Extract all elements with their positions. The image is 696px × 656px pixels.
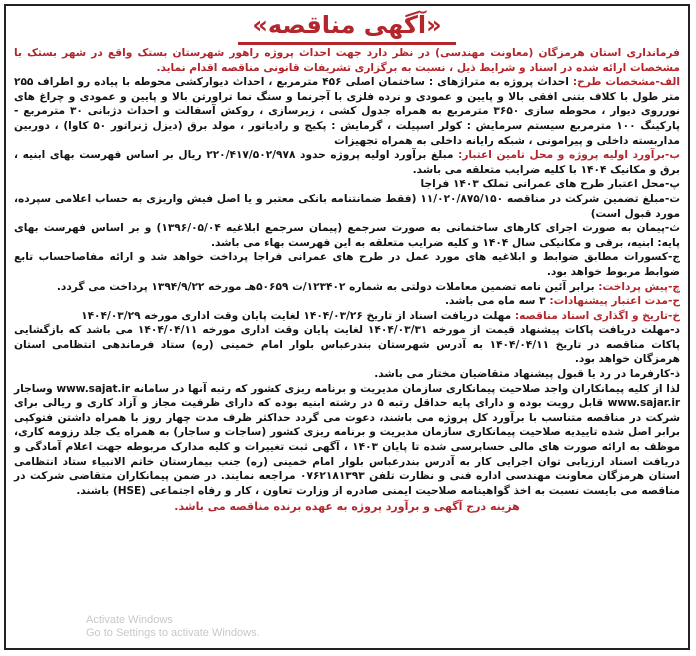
section-b-label: ب-برآورد اولیه پروژه و محل تامین اعتبار: [458,149,680,162]
notice-footer: هزینه درج آگهی و برآورد پروژه به عهده برنده مناقصه می باشد. [174,500,520,514]
section-a [14,75,680,148]
section-a-label: الف-مشخصات طرح: [572,76,680,89]
section-kh-text: مهلت دریافت اسناد از تاریخ ۱۴۰۴/۰۳/۲۶ لغایت پایان وقت اداری مورخه ۱۴۰۴/۰۳/۲۹ [81,309,512,322]
section-h-text: ۳ سه ماه می باشد. [444,295,546,308]
section-p: پ-محل اعتبار طرح های عمرانی تملک ۱۴۰۳ فراجا [420,178,680,191]
section-kh [14,309,680,324]
title-wrap [6,10,688,46]
section-ch-text: برابر آئین نامه تضمین معاملات دولتی به شماره ۱۲۳۴۰۲/ت ۵۰۶۵۹هـ مورخه ۱۳۹۴/۹/۲۲ پرداخت می گردد. [56,280,595,293]
closing-paragraph: لذا از کلیه پیمانکاران واجد صلاحیت پیمانکاری سازمان مدیریت و برنامه ریزی کشور که رتبه آنها در سامانه www.sajat.ir وساجار www.sajar.ir قابل رویت بوده و دارای پایه حداقل رتبه ۵ در رشته ابنیه بوده که دارای ظرفیت مجاز و آزاد کاری و ریالی برای شرکت در مناقصه متناسب با برآورد کل پروژه می باشند، دعوت می گردد حداکثر ظرف مدت چهار روز با همراه داشتن فتوکپی برابر اصل شده تاییدیه صلاحیت پیمانکاری سازمان مدیریت و برنامه ریزی کشور (ساجات و ساجار) به همراه یک جلد رزومه کاری، موظف به ارائه صورت های مالی حسابرسی شده تا پایان ۱۴۰۳ ، آگهی ثبت تغییرات و کلیه مدارک مربوطه جهت اعلام آمادگی و دریافت اسناد ارزیابی توان اجرایی کار به آدرس بندرعباس بلوار امام خمینی (ره) جنب بیمارستان خاتم الانبیاء ستاد انتظامی استان هرمزگان معاونت مهندسی اداره فنی و نظارت تلفن ۰۷۶۲۱۸۱۳۹۳ مراجعه نمایند. در ضمن پیمانکاران متقاضی شرکت در مناقصه می بایست نسبت به اخذ گواهینامه صلاحیت ایمنی صادره از وزارت تعاون ، کار و رفاه اجتماعی (HSE) باشند. [14,382,681,497]
section-b [14,148,680,177]
activate-windows-watermark [86,614,260,640]
section-b-text: مبلغ برآورد اولیه پروژه حدود ۲۲۰/۴۱۷/۵۰۲/۹۷۸ ریال بر اساس فهرست بهای ابنیه ، برق و مکانیک ۱۴۰۴ با کلیه ضرایب متعلقه می باشد. [14,149,680,176]
watermark-line-1: Activate Windows [86,614,173,626]
notice-title: «آگهی مناقصه» [238,10,455,45]
intro-text: فرمانداری استان هرمزگان (معاونت مهندسی) در نظر دارد جهت احداث پروژه راهور شهرستان بستک واقع در شهر بستک با مشخصات ارائه شده در اسناد و شرایط ذیل ، نسبت به برگزاری تشریفات قانونی مناقصه اقدام نماید. [14,47,680,74]
section-kh-label: خ-تاریخ و اگذاری اسناد مناقصه: [514,309,680,322]
section-z: ذ-کارفرما در رد یا قبول پیشنهاد متقاضیان مختار می باشد. [374,368,680,381]
section-ch-label: چ-پیش پرداخت: [598,280,680,293]
tender-notice-frame [4,4,690,650]
section-th: ث-پیمان به صورت اجرای کارهای ساختمانی به صورت سرجمع (پیمان سرجمع ابلاغیه ۱۳۹۶/۰۵/۰۴) و بر اساس فهرست بهای پایه: ابنیه، برقی و مکانیکی سال ۱۴۰۴ و کلیه ضرایب متعلقه به این فهرست بهاء می باشد. [14,222,680,249]
section-h [14,294,680,309]
notice-body [6,46,688,515]
section-d: د-مهلت دریافت پاکات پیشنهاد قیمت از مورخه ۱۴۰۴/۰۳/۳۱ لغایت پایان وقت اداری مورخه ۱۴۰۴/۰۴/۱۱ می باشد که بازگشایی پاکات مناقصه در تاریخ ۱۴۰۴/۰۴/۱۱ به آدرس شهرستان بندرعباس بلوار امام خمینی (ره) ستاد فرماندهی انتظامی استان هرمزگان خواهد بود. [14,324,680,366]
section-t: ت-مبلغ تضمین شرکت در مناقصه ۱۱/۰۲۰/۸۷۵/۱۵۰ (فقط ضمانتنامه بانکی معتبر و یا اصل فیش واریزی به حساب اعلامی سپرده، مورد قبول است) [14,192,680,220]
section-h-label: ح-مدت اعتبار پیشنهادات: [549,295,680,308]
section-j: ج-کسورات مطابق ضوابط و ابلاغیه های مورد عمل در طرح های عمرانی فراجا پرداخت خواهد شد و ارائه مفاصاحساب تابع ضوابط مربوط خواهد بود. [14,251,680,278]
section-a-text: احداث پروژه به متراژهای : ساختمان اصلی ۴۵۶ مترمربع ، احداث دیوارکشی محوطه با پیاده رو اطراف ۲۵۵ متر طول با کلاف بتنی افقی بالا و پایین و عمودی و نرده فلزی با آجرنما و سنگ نما تراورتن بالا و پایین و عمودی و چراغ های نورروی دیوار ، محوطه سازی ۳۶۵۰ مترمربع به همراه جدول کشی ، زیرسازی ، روکش آسفالت و احداث دژبانی ۳۰ مترمربع - پارکینگ ۱۰۰ مترمربع سیستم سرمایش : کولر اسپیلت ، گرمایش : پکیج و رادیاتور ، مولد برق (دیزل ژنراتور ۵۰ کاوا) ، دوربین مداربسته داخلی و پیرامونی ، شبکه رایانه داخلی به همراه تجهیزات [14,76,680,147]
watermark-line-2: Go to Settings to activate Windows. [86,627,260,639]
intro-paragraph [14,46,680,75]
section-ch [14,280,680,295]
